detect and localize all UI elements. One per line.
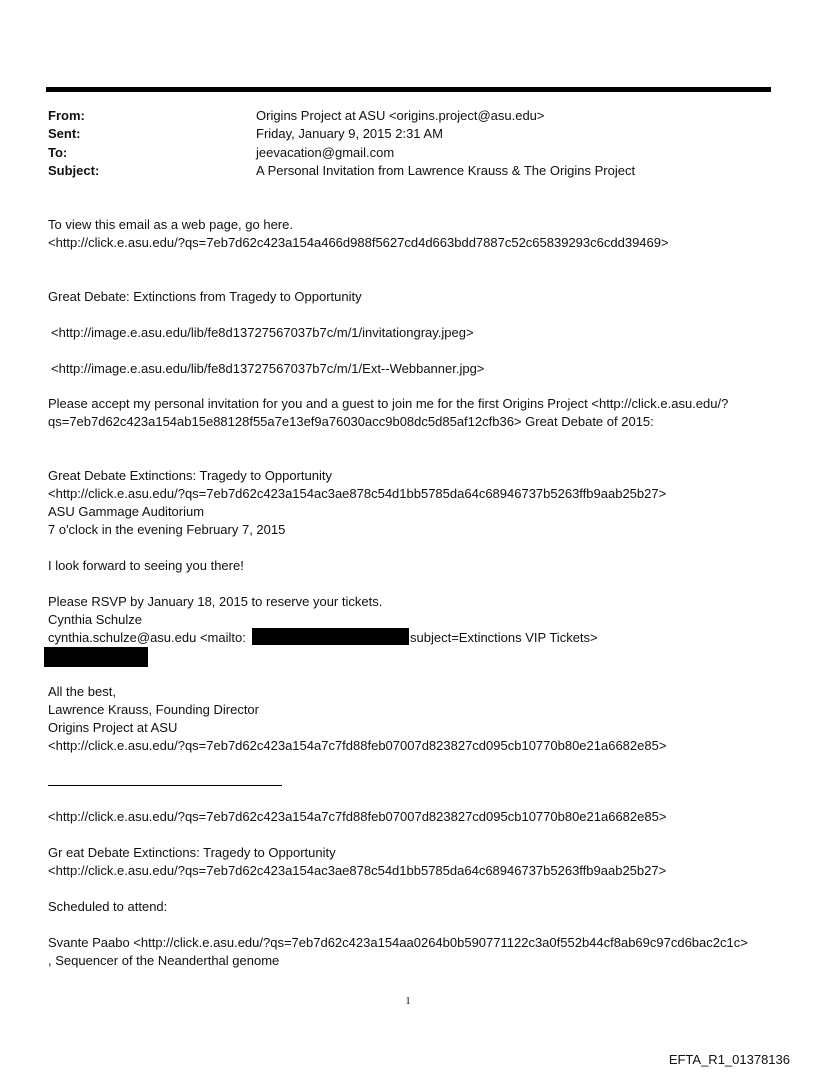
to-value: jeevacation@gmail.com (256, 145, 395, 160)
signer-name: Lawrence Krauss, Founding Director (48, 702, 259, 717)
separator-line (48, 785, 282, 786)
header-rule (46, 87, 771, 92)
footer-link[interactable]: <http://click.e.asu.edu/?qs=7eb7d62c423a154a7c7fd88feb07007d823827cd095cb10770b80e21a6682e85> (48, 809, 667, 824)
scheduled-heading: Scheduled to attend: (48, 899, 168, 914)
contact-subject: subject=Extinctions VIP Tickets> (410, 630, 598, 645)
subject-label: Subject: (48, 163, 100, 178)
from-value: Origins Project at ASU <origins.project@asu.edu> (256, 108, 545, 123)
view-web-link[interactable]: <http://click.e.asu.edu/?qs=7eb7d62c423a154a466d988f5627cd4d663bdd7887c52c65839293c6cdd39469> (48, 235, 669, 250)
to-label: To: (48, 145, 68, 160)
redaction-box (44, 647, 148, 667)
invite-paragraph: Please accept my personal invitation for you and a guest to join me for the first Origins Project <http://click.e.asu.edu/?qs=7eb7d62c423a154ab15e88128f55a7e13ef9a76030acc9b08dc5d85af12cfb36> Great Debate of 2015: (48, 396, 729, 429)
look-forward-text: I look forward to seeing you there! (48, 558, 244, 573)
page-number: 1 (405, 995, 411, 1007)
contact-name: Cynthia Schulze (48, 612, 142, 627)
invitation-image-link[interactable]: <http://image.e.asu.edu/lib/fe8d13727567037b7c/m/1/invitationgray.jpeg> (51, 325, 474, 340)
event-name: Great Debate Extinctions: Tragedy to Opportunity (48, 468, 332, 483)
organization-link[interactable]: <http://click.e.asu.edu/?qs=7eb7d62c423a154a7c7fd88feb07007d823827cd095cb10770b80e21a6682e85> (48, 738, 667, 753)
redaction-box (252, 628, 409, 645)
document-id: EFTA_R1_01378136 (668, 1052, 790, 1067)
signoff: All the best, (48, 684, 116, 699)
from-label: From: (48, 108, 85, 123)
footer-event-link[interactable]: <http://click.e.asu.edu/?qs=7eb7d62c423a154ac3ae878c54d1bb5785da64c68946737b5263ffb9aab25b27> (48, 863, 667, 878)
event-link[interactable]: <http://click.e.asu.edu/?qs=7eb7d62c423a154ac3ae878c54d1bb5785da64c68946737b5263ffb9aab25b27> (48, 486, 667, 501)
organization: Origins Project at ASU (48, 720, 178, 735)
sent-label: Sent: (48, 126, 81, 141)
venue: ASU Gammage Auditorium (48, 504, 205, 519)
banner-image-link[interactable]: <http://image.e.asu.edu/lib/fe8d13727567037b7c/m/1/Ext--Webbanner.jpg> (51, 361, 485, 376)
sent-value: Friday, January 9, 2015 2:31 AM (256, 126, 443, 141)
subject-value: A Personal Invitation from Lawrence Krauss & The Origins Project (256, 163, 636, 178)
debate-title: Great Debate: Extinctions from Tragedy to Opportunity (48, 289, 362, 304)
contact-email-link[interactable]: cynthia.schulze@asu.edu <mailto: (48, 630, 246, 645)
view-web-text: To view this email as a web page, go here. (48, 217, 293, 232)
footer-event-name: Gr eat Debate Extinctions: Tragedy to Opportunity (48, 845, 336, 860)
attendee-link[interactable]: Svante Paabo <http://click.e.asu.edu/?qs=7eb7d62c423a154aa0264b0b590771122c3a0f552b44cf8ab69c97cd6bac2c1c> (48, 935, 748, 950)
event-time: 7 o'clock in the evening February 7, 2015 (48, 522, 286, 537)
attendee-role: , Sequencer of the Neanderthal genome (48, 953, 280, 968)
rsvp-text: Please RSVP by January 18, 2015 to reserve your tickets. (48, 594, 383, 609)
